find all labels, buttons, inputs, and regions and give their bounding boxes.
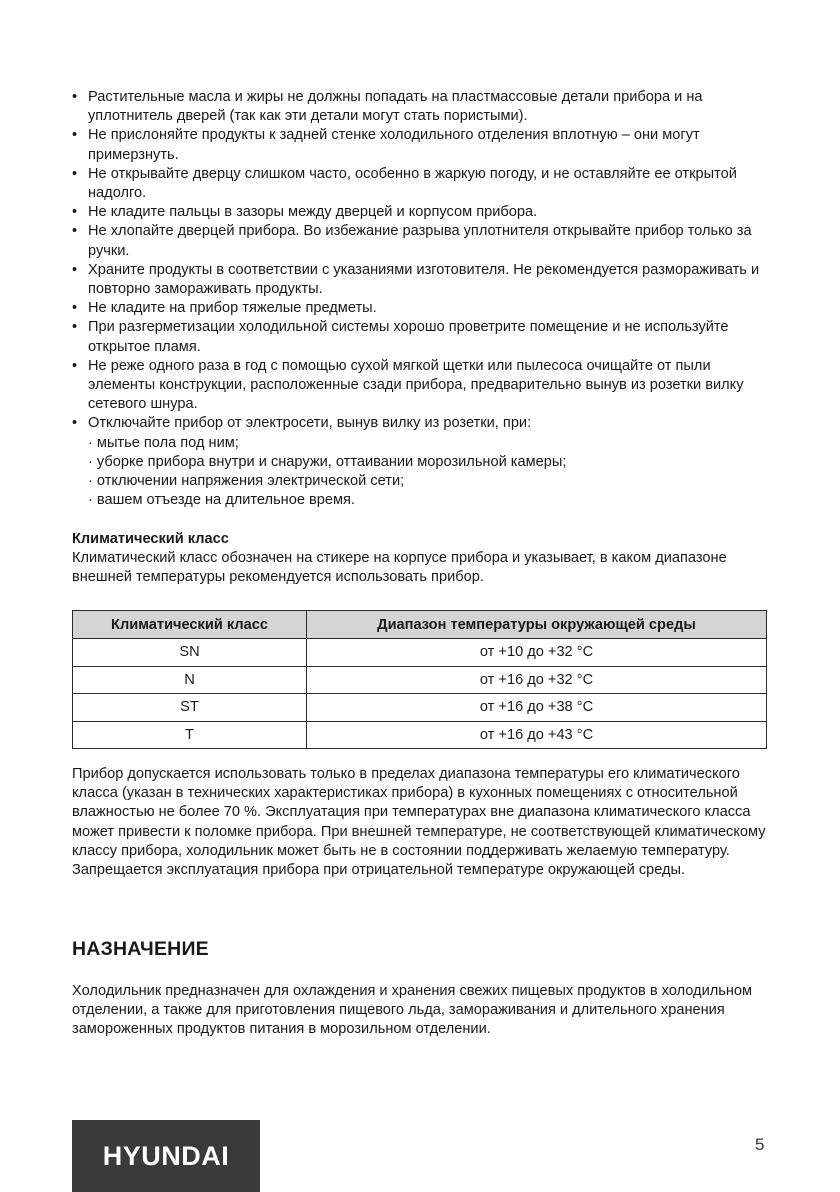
bullet-item: • Не прислоняйте продукты к задней стенке холодильного отделения вплотную – они могут примерзнуть. [72, 126, 772, 164]
logo-text: HYUNDAI [102, 1140, 230, 1171]
table-row [73, 639, 767, 667]
table-cell-range: от +16 до +38 °C [307, 694, 767, 722]
climate-class-heading: Климатический класс [72, 531, 229, 547]
bullet-item: • Не кладите пальцы в зазоры между дверцей и корпусом прибора. [72, 203, 772, 222]
climate-class-table [72, 610, 767, 749]
table-cell-range: от +16 до +43 °C [307, 721, 767, 749]
bullet-item-text: Отключайте прибор от электросети, вынув вилку из розетки, при: [88, 415, 532, 432]
table-row [73, 666, 767, 694]
table-header-cell: Климатический класс [73, 611, 307, 639]
bullet-item: • При разгерметизации холодильной системы хорошо проветрите помещение и не используйте открытое пламя. [72, 318, 772, 356]
purpose-heading: НАЗНАЧЕНИЕ [72, 938, 209, 960]
bullet-item: • Не кладите на прибор тяжелые предметы. [72, 299, 772, 318]
hyundai-logo [72, 1120, 260, 1192]
sub-item: · отключении напряжения электрической сети; [88, 473, 405, 490]
table-cell-class: ST [73, 694, 307, 722]
climate-class-paragraph: Климатический класс обозначен на стикере на корпусе прибора и указывает, в каком диапазоне внешней температуры рекомендуется использовать прибор. [72, 550, 727, 586]
bullet-item: • Не открывайте дверцу слишком часто, особенно в жаркую погоду, и не оставляйте ее открытой надолго. [72, 165, 772, 203]
table-header-row [73, 611, 767, 639]
table-cell-range: от +16 до +32 °C [307, 666, 767, 694]
table-cell-class: SN [73, 639, 307, 667]
table-row [73, 694, 767, 722]
table-cell-range: от +10 до +32 °C [307, 639, 767, 667]
page-number: 5 [755, 1135, 765, 1154]
table-row [73, 721, 767, 749]
sub-item: · уборке прибора внутри и снаружи, оттаивании морозильной камеры; [88, 453, 567, 470]
safety-bullet-list [72, 88, 772, 510]
table-cell-class: N [73, 666, 307, 694]
purpose-paragraph: Холодильник предназначен для охлаждения и хранения свежих пищевых продуктов в холодильном отделении, а также для приготовления пищевого льда, замораживания и длительного хранения замороженных продуктов питания в морозильном отделении. [72, 983, 753, 1038]
sub-item: · мытье пола под ним; [88, 434, 239, 451]
table-cell-class: T [73, 721, 307, 749]
bullet-item: • Храните продукты в соответствии с указаниями изготовителя. Не рекомендуется размораживать и повторно замораживать продукты. [72, 261, 772, 299]
bullet-item: • Не хлопайте дверцей прибора. Во избежание разрыва уплотнителя открывайте прибор только за ручки. [72, 222, 772, 260]
table-header-cell: Диапазон температуры окружающей среды [307, 611, 767, 639]
bullet-item: • Не реже одного раза в год с помощью сухой мягкой щетки или пылесоса очищайте от пыли элементы конструкции, расположенные сзади прибора, предварительно вынув из розетки вилку сетевого шнура. [72, 357, 772, 415]
bullet-item: • Растительные масла и жиры не должны попадать на пластмассовые детали прибора и на уплотнитель дверей (так как эти детали могут стать пористыми). [72, 88, 772, 126]
usage-conditions-paragraph: Прибор допускается использовать только в пределах диапазона температуры его климатического класса (указан в технических характеристиках прибора) в кухонных помещениях с относительной влажностью не более 70 %. Эксплуатация при температурах вне диапазона климатического класса может привести к поломке прибора. При внешней температуре, не соответствующей климатическому классу прибора, холодильник может быть не в состоянии поддерживать желаемую температуру. Запрещается эксплуатация прибора при отрицательной температуре окружающей среды. [72, 766, 766, 879]
sub-item: · вашем отъезде на длительное время. [88, 492, 355, 509]
bullet-item [72, 414, 772, 510]
